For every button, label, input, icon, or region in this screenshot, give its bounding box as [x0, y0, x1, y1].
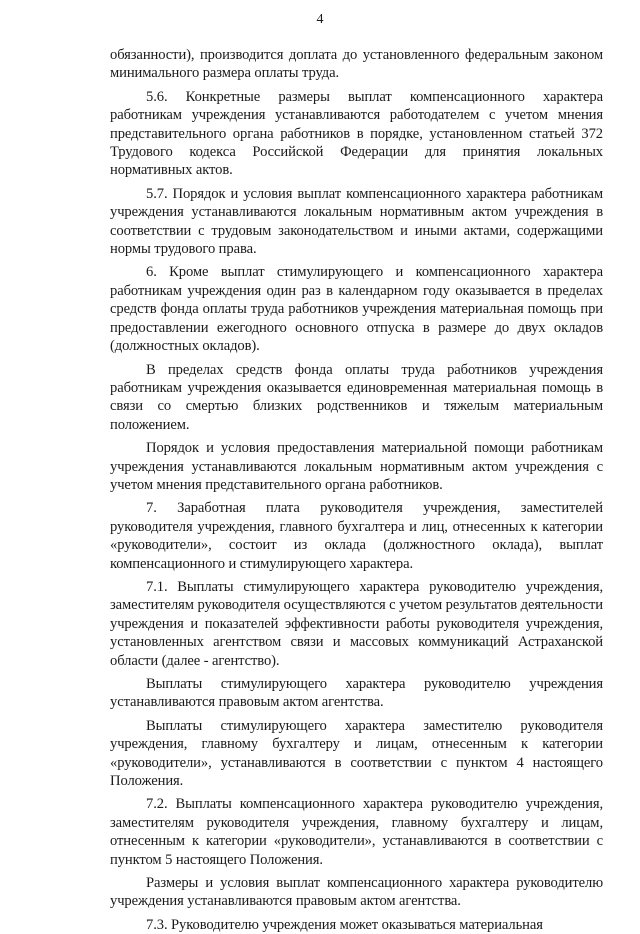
- paragraph-5-7: 5.7. Порядок и условия выплат компенсационного характера работникам учреждения устанавливаются локальным нормативным актом учреждения в соответствии с трудовым законодательством и иными актами, содержащими нормы трудового права.: [110, 185, 603, 258]
- paragraph-7-3: 7.3. Руководителю учреждения может оказываться материальная: [146, 916, 543, 933]
- paragraph-7: 7. Заработная плата руководителя учреждения, заместителей руководителя учреждения, главного бухгалтера и лиц, отнесенных к категории «руководители», состоит из оклада (должностного оклада), выплат компенсационного и стимулирующего характера.: [110, 500, 603, 572]
- paragraph-6-aid-procedure: Порядок и условия предоставления материальной помощи работникам учреждения устанавливаются локальным нормативным актом учреждения с учетом мнения представительного органа работников.: [110, 440, 603, 493]
- page-number: 4: [316, 12, 324, 27]
- paragraph-7-1: 7.1. Выплаты стимулирующего характера руководителю учреждения, заместителям руководителя осуществляются с учетом результатов деятельности учреждения и показателей эффективности работы руководителя учреждения, установленных агентством связи и массовых коммуникаций Астраханской области (далее - агентство).: [110, 578, 603, 669]
- paragraph-6-bereavement-aid: В пределах средств фонда оплаты труда работников учреждения работникам учреждения оказывается единовременная материальная помощь в связи со смертью близких родственников и тяжелым материальным положением.: [110, 361, 603, 433]
- paragraph-7-2: 7.2. Выплаты компенсационного характера руководителю учреждения, заместителям руководителя учреждения, главному бухгалтеру и лицам, отнесенным к категории «руководители», устанавливаются в соответствии с пунктом 5 настоящего Положения.: [110, 796, 603, 868]
- paragraph-7-1-deputies-incentives: Выплаты стимулирующего характера заместителю руководителя учреждения, главному бухгалтеру и лицам, отнесенным к категории «руководители», устанавливаются в соответствии с пунктом 4 настоящего Положения.: [110, 717, 603, 790]
- document-body: [110, 46, 603, 934]
- paragraph-6: 6. Кроме выплат стимулирующего и компенсационного характера работникам учреждения один раз в календарном году оказывается в пределах средств фонда оплаты труда работников учреждения материальная помощь при предоставлении ежегодного основного отпуска в размере до двух окладов (должностных окладов).: [110, 264, 603, 355]
- paragraph-5-6: 5.6. Конкретные размеры выплат компенсационного характера работникам учреждения устанавливаются работодателем с учетом мнения представительного органа работников в порядке, установленном статьей 372 Трудового кодекса Российской Федерации для принятия локальных нормативных актов.: [110, 88, 603, 179]
- paragraph-continuation: обязанности), производится доплата до установленного федеральным законом минимального размера оплаты труда.: [110, 47, 603, 82]
- paragraph-7-2-head-compensation: Размеры и условия выплат компенсационного характера руководителю учреждения устанавливаются правовым актом агентства.: [110, 875, 603, 910]
- paragraph-7-1-head-incentives: Выплаты стимулирующего характера руководителю учреждения устанавливаются правовым актом агентства.: [110, 676, 603, 711]
